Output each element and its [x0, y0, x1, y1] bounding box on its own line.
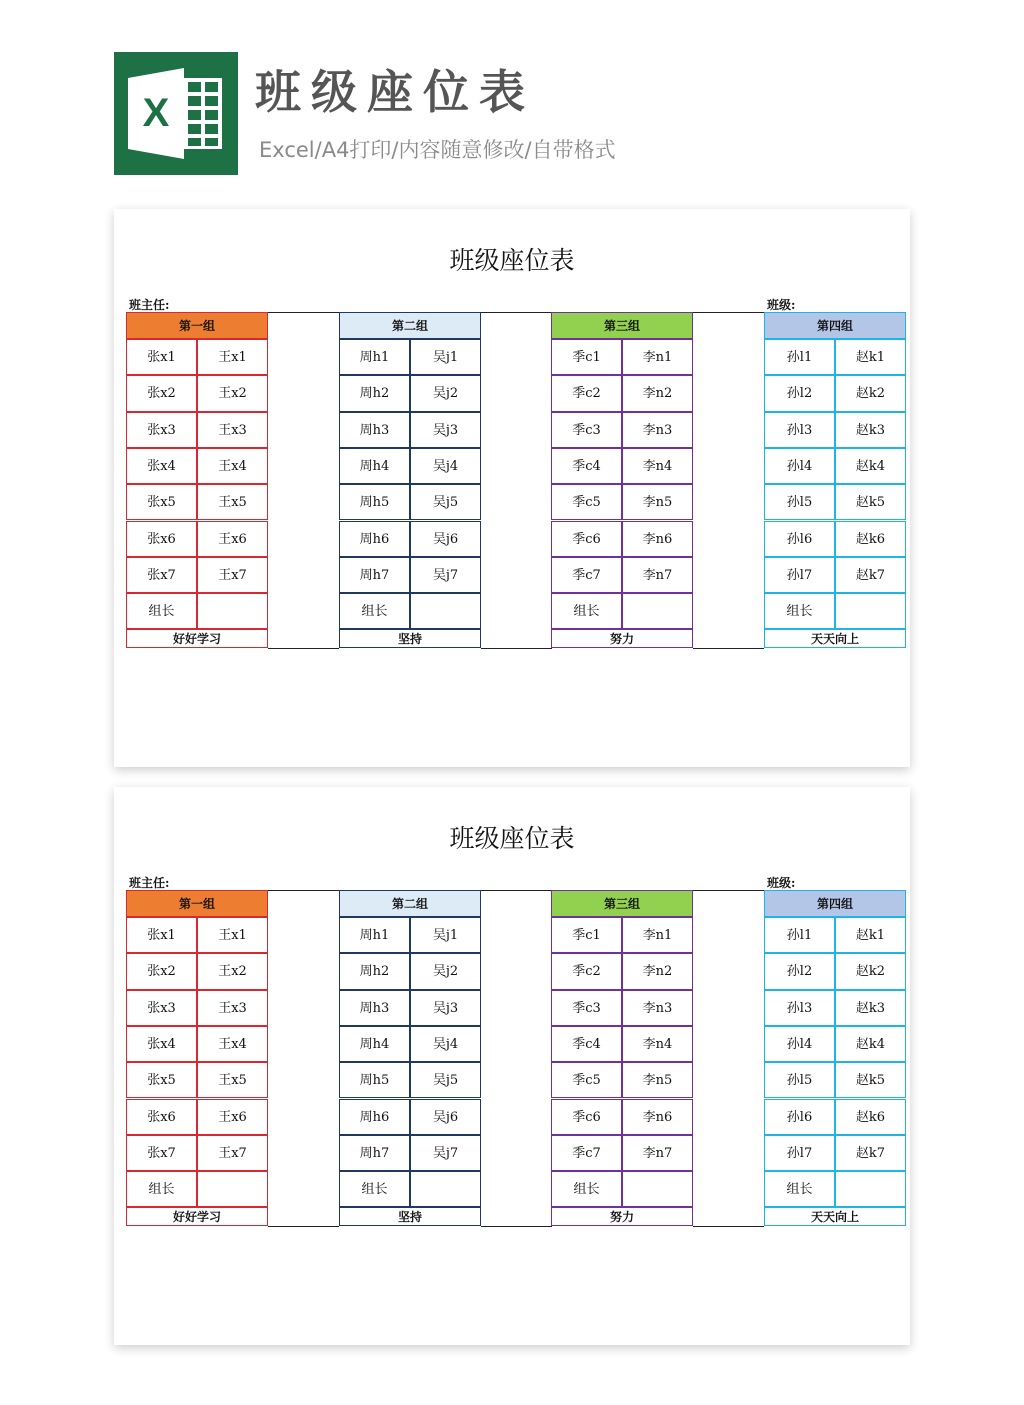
seat-group-3 [551, 312, 693, 649]
seat-group-2 [339, 312, 481, 649]
seat-group-1 [126, 312, 268, 649]
seat-cell: 王x4 [197, 1026, 268, 1062]
seat-cell: 王x1 [197, 339, 268, 375]
seat-cell: 赵k5 [835, 1062, 906, 1098]
seat-cell: 张x6 [126, 1099, 197, 1135]
seat-cell: 孙l4 [764, 448, 835, 484]
seat-cell: 赵k6 [835, 521, 906, 557]
logo-letter: X [142, 91, 170, 135]
seat-cell: 王x1 [197, 917, 268, 953]
seat-cell: 孙l6 [764, 1099, 835, 1135]
seat-cell: 王x2 [197, 375, 268, 411]
seat-cell: 吴j4 [410, 1026, 481, 1062]
seat-cell: 孙l5 [764, 1062, 835, 1098]
seat-cell: 赵k3 [835, 990, 906, 1026]
seat-cell: 周h7 [339, 557, 410, 593]
group-motto: 努力 [551, 1207, 693, 1226]
teacher-label: 班主任: [129, 876, 170, 890]
seat-cell: 吴j5 [410, 484, 481, 520]
seat-cell: 赵k5 [835, 484, 906, 520]
seat-cell: 吴j1 [410, 339, 481, 375]
seat-cell: 吴j3 [410, 990, 481, 1026]
seat-cell: 季c1 [551, 339, 622, 375]
sheet-title: 班级座位表 [449, 824, 575, 853]
seat-cell: 季c7 [551, 557, 622, 593]
seat-cell: 李n5 [622, 484, 693, 520]
seat-cell: 吴j6 [410, 1099, 481, 1135]
seat-cell: 周h2 [339, 375, 410, 411]
group-leader-label: 组长 [551, 1171, 622, 1207]
seat-cell: 季c3 [551, 990, 622, 1026]
group-motto: 天天向上 [764, 1207, 906, 1226]
seat-cell: 张x6 [126, 521, 197, 557]
seat-cell [835, 593, 906, 629]
group-header: 第一组 [126, 890, 268, 917]
seat-cell: 季c6 [551, 521, 622, 557]
seat-cell: 孙l2 [764, 953, 835, 989]
seat-cell: 季c1 [551, 917, 622, 953]
seat-cell: 季c4 [551, 448, 622, 484]
seat-cell: 孙l3 [764, 990, 835, 1026]
seat-cell: 孙l1 [764, 339, 835, 375]
seat-cell: 周h5 [339, 1062, 410, 1098]
group-motto: 好好学习 [126, 629, 268, 648]
aisle-gap [693, 890, 764, 1227]
class-label: 班级: [767, 298, 796, 312]
seat-cell: 周h6 [339, 521, 410, 557]
excel-logo-icon [114, 52, 238, 175]
group-motto: 坚持 [339, 1207, 481, 1226]
seat-cell: 王x3 [197, 990, 268, 1026]
seat-cell: 张x1 [126, 917, 197, 953]
seat-cell: 王x7 [197, 1135, 268, 1171]
seat-group-1 [126, 890, 268, 1227]
seat-cell: 李n7 [622, 557, 693, 593]
group-leader-label: 组长 [764, 1171, 835, 1207]
seat-cell: 季c4 [551, 1026, 622, 1062]
seat-cell: 李n4 [622, 1026, 693, 1062]
aisle-gap [481, 312, 552, 649]
group-leader-label: 组长 [339, 593, 410, 629]
seat-cell: 季c5 [551, 1062, 622, 1098]
group-leader-label: 组长 [764, 593, 835, 629]
group-header: 第四组 [764, 312, 906, 339]
seat-cell [835, 1171, 906, 1207]
seat-cell: 吴j2 [410, 375, 481, 411]
seat-cell: 张x5 [126, 484, 197, 520]
seat-cell: 赵k1 [835, 339, 906, 375]
sheet-title: 班级座位表 [449, 246, 575, 275]
seat-cell: 周h4 [339, 448, 410, 484]
group-motto: 坚持 [339, 629, 481, 648]
seat-cell [197, 593, 268, 629]
group-leader-label: 组长 [126, 593, 197, 629]
seat-cell: 王x4 [197, 448, 268, 484]
seat-cell: 周h4 [339, 1026, 410, 1062]
seat-cell: 王x6 [197, 521, 268, 557]
seat-cell: 赵k3 [835, 412, 906, 448]
group-leader-label: 组长 [339, 1171, 410, 1207]
seat-cell: 孙l1 [764, 917, 835, 953]
seat-cell: 吴j6 [410, 521, 481, 557]
seat-cell [622, 593, 693, 629]
seat-cell: 吴j1 [410, 917, 481, 953]
seat-cell: 孙l6 [764, 521, 835, 557]
page-subtitle: Excel/A4打印/内容随意修改/自带格式 [259, 138, 616, 162]
seat-cell: 吴j7 [410, 557, 481, 593]
seat-cell: 张x3 [126, 412, 197, 448]
seat-cell [410, 593, 481, 629]
seat-cell [197, 1171, 268, 1207]
seat-cell: 王x3 [197, 412, 268, 448]
aisle-gap [268, 312, 339, 649]
seat-cell: 张x4 [126, 448, 197, 484]
group-motto: 好好学习 [126, 1207, 268, 1226]
sheet-preview-2 [114, 787, 910, 1345]
seat-cell: 张x4 [126, 1026, 197, 1062]
seating-table [126, 890, 906, 1227]
seat-cell: 李n3 [622, 990, 693, 1026]
group-leader-label: 组长 [551, 593, 622, 629]
seat-group-4 [764, 312, 906, 649]
seat-cell: 李n5 [622, 1062, 693, 1098]
seat-cell: 季c3 [551, 412, 622, 448]
group-header: 第三组 [551, 890, 693, 917]
sheet-preview-1 [114, 209, 910, 767]
group-motto: 天天向上 [764, 629, 906, 648]
teacher-label: 班主任: [129, 298, 170, 312]
seat-cell: 赵k6 [835, 1099, 906, 1135]
group-header: 第二组 [339, 312, 481, 339]
aisle-gap [481, 890, 552, 1227]
seat-cell: 周h3 [339, 990, 410, 1026]
group-header: 第四组 [764, 890, 906, 917]
seat-cell: 王x5 [197, 1062, 268, 1098]
seat-cell: 孙l3 [764, 412, 835, 448]
seat-cell: 张x2 [126, 953, 197, 989]
seat-cell: 吴j3 [410, 412, 481, 448]
seat-cell: 孙l2 [764, 375, 835, 411]
seat-cell: 赵k2 [835, 953, 906, 989]
seat-cell: 季c6 [551, 1099, 622, 1135]
seat-cell: 李n3 [622, 412, 693, 448]
seat-cell: 季c2 [551, 375, 622, 411]
seat-cell: 张x7 [126, 557, 197, 593]
seat-cell: 赵k4 [835, 1026, 906, 1062]
seat-cell: 李n1 [622, 339, 693, 375]
seat-cell: 张x1 [126, 339, 197, 375]
seat-group-4 [764, 890, 906, 1227]
seat-cell: 李n2 [622, 953, 693, 989]
seat-cell: 吴j7 [410, 1135, 481, 1171]
seat-cell: 王x2 [197, 953, 268, 989]
seat-cell: 季c2 [551, 953, 622, 989]
group-leader-label: 组长 [126, 1171, 197, 1207]
aisle-gap [693, 312, 764, 649]
seat-cell: 周h1 [339, 917, 410, 953]
seat-cell: 赵k7 [835, 557, 906, 593]
seat-cell: 周h5 [339, 484, 410, 520]
seat-cell: 周h2 [339, 953, 410, 989]
group-header: 第三组 [551, 312, 693, 339]
seat-cell: 张x2 [126, 375, 197, 411]
seat-cell [622, 1171, 693, 1207]
seat-cell: 孙l7 [764, 557, 835, 593]
class-label: 班级: [767, 876, 796, 890]
aisle-gap [268, 890, 339, 1227]
seat-cell: 李n1 [622, 917, 693, 953]
seat-cell: 赵k1 [835, 917, 906, 953]
seat-cell: 吴j2 [410, 953, 481, 989]
seat-cell: 张x5 [126, 1062, 197, 1098]
seat-group-2 [339, 890, 481, 1227]
seat-group-3 [551, 890, 693, 1227]
seat-cell: 李n6 [622, 1099, 693, 1135]
seat-cell: 王x5 [197, 484, 268, 520]
seat-cell: 赵k7 [835, 1135, 906, 1171]
seat-cell: 张x7 [126, 1135, 197, 1171]
seat-cell: 王x6 [197, 1099, 268, 1135]
seating-table [126, 312, 906, 649]
seat-cell: 孙l4 [764, 1026, 835, 1062]
seat-cell: 吴j4 [410, 448, 481, 484]
seat-cell: 孙l7 [764, 1135, 835, 1171]
seat-cell [410, 1171, 481, 1207]
seat-cell: 季c5 [551, 484, 622, 520]
seat-cell: 李n6 [622, 521, 693, 557]
group-header: 第一组 [126, 312, 268, 339]
seat-cell: 李n2 [622, 375, 693, 411]
group-motto: 努力 [551, 629, 693, 648]
seat-cell: 周h3 [339, 412, 410, 448]
seat-cell: 周h6 [339, 1099, 410, 1135]
seat-cell: 吴j5 [410, 1062, 481, 1098]
seat-cell: 赵k2 [835, 375, 906, 411]
page-title: 班级座位表 [255, 65, 535, 119]
group-header: 第二组 [339, 890, 481, 917]
seat-cell: 李n7 [622, 1135, 693, 1171]
seat-cell: 周h1 [339, 339, 410, 375]
seat-cell: 张x3 [126, 990, 197, 1026]
seat-cell: 季c7 [551, 1135, 622, 1171]
seat-cell: 赵k4 [835, 448, 906, 484]
seat-cell: 周h7 [339, 1135, 410, 1171]
seat-cell: 李n4 [622, 448, 693, 484]
seat-cell: 王x7 [197, 557, 268, 593]
seat-cell: 孙l5 [764, 484, 835, 520]
